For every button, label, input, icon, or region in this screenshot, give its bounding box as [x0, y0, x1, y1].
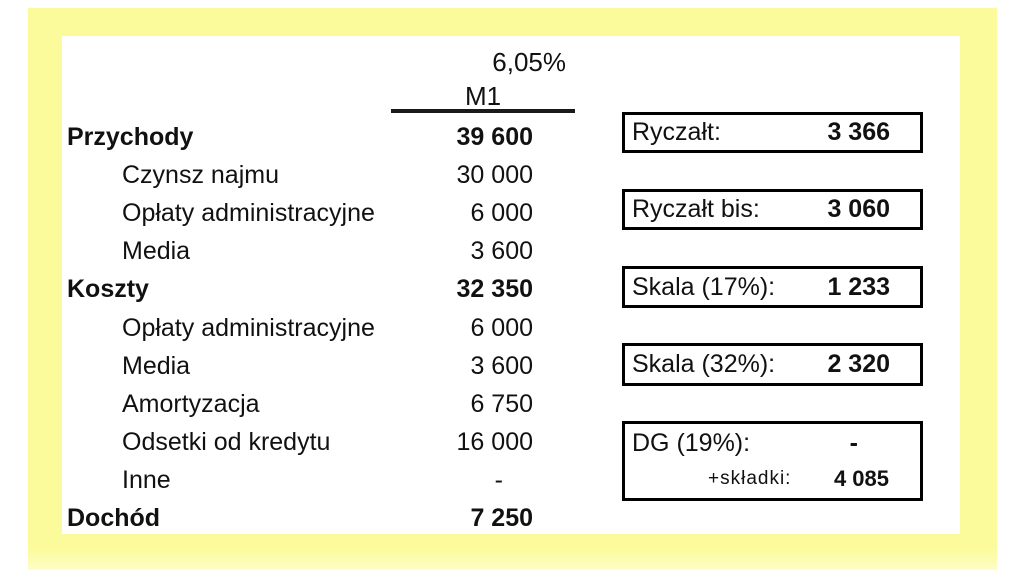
table-row-inne: [67, 462, 533, 500]
row-value: 3 600: [470, 237, 533, 266]
row-label: Koszty: [67, 275, 149, 304]
tax-box-label: Ryczałt bis:: [632, 195, 760, 223]
table-row-czynsz-najmu: [67, 156, 533, 194]
income-statement-table: [67, 118, 533, 538]
row-value: 6 000: [470, 198, 533, 227]
table-row-media-2: [67, 347, 533, 385]
double-underline: [391, 109, 575, 113]
tax-box-sub-value: 4 085: [833, 466, 889, 491]
tax-box-label: Skala (17%):: [632, 272, 776, 301]
tax-box-dg: [622, 421, 923, 501]
tax-box-ryczalt: [622, 112, 923, 153]
tax-box-label: DG (19%):: [632, 428, 751, 457]
row-value: 6 750: [470, 389, 533, 418]
tax-box-skala-32: [622, 343, 923, 386]
row-value: -: [494, 466, 503, 495]
tax-box-sub-label: +składki:: [708, 468, 792, 489]
table-row-media-1: [67, 233, 533, 271]
tax-box-value: 1 233: [827, 272, 890, 301]
table-row-amortyzacja: [67, 385, 533, 423]
row-label: Dochód: [67, 504, 161, 533]
table-row-przychody: [67, 118, 533, 156]
row-value: 7 250: [470, 504, 533, 533]
row-value: 39 600: [456, 122, 533, 151]
table-row-dochod: [67, 500, 533, 538]
row-value: 6 000: [470, 313, 533, 342]
tax-box-skala-17: [622, 266, 923, 308]
row-label: Przychody: [67, 122, 194, 151]
row-label: Opłaty administracyjne: [122, 313, 375, 342]
row-value: 30 000: [456, 160, 533, 189]
tax-box-label: Skala (32%):: [632, 350, 776, 378]
tax-box-ryczalt-bis: [622, 189, 923, 230]
table-row-koszty: [67, 271, 533, 309]
row-label: Media: [122, 237, 191, 266]
row-label: Amortyzacja: [122, 389, 260, 418]
tax-box-value: 3 366: [827, 118, 890, 146]
table-row-odsetki-od-kredytu: [67, 424, 533, 462]
table-row-oplaty-administracyjne-1: [67, 194, 533, 232]
row-value: 32 350: [456, 275, 533, 304]
row-label: Opłaty administracyjne: [122, 198, 375, 227]
rate-header: 6,05%: [492, 47, 566, 77]
row-label: Inne: [122, 466, 171, 495]
column-header-m1: M1: [464, 81, 502, 111]
tax-box-label: Ryczałt:: [632, 118, 721, 146]
row-label: Media: [122, 351, 191, 380]
row-label: Czynsz najmu: [122, 160, 279, 189]
tax-box-value: 2 320: [827, 350, 890, 378]
row-value: 3 600: [470, 351, 533, 380]
tax-box-value: 3 060: [827, 195, 890, 223]
row-label: Odsetki od kredytu: [122, 428, 331, 457]
table-row-oplaty-administracyjne-2: [67, 309, 533, 347]
row-value: 16 000: [456, 428, 533, 457]
tax-box-value: -: [849, 428, 858, 457]
